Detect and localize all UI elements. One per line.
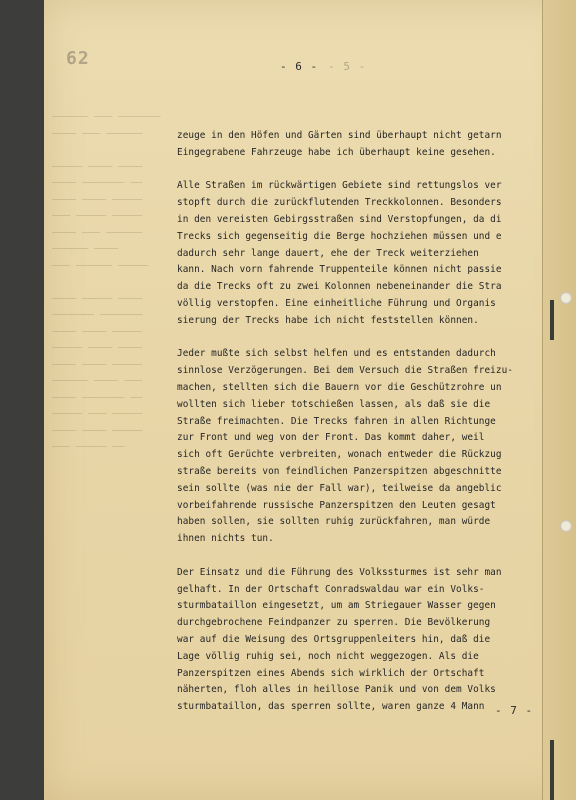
text-line: machen, stellten sich die Bauern vor die Geschützrohre un [177, 381, 502, 393]
text-line: sturmbataillon eingesetzt, um am Striegauer Wasser gegen [177, 600, 496, 612]
header-faint-number: - 5 - [328, 60, 367, 73]
punch-hole-bottom [560, 520, 572, 532]
text-line: sturmbataillon, das sperren sollte, waren ganze 4 Mann [177, 701, 485, 713]
text-line: straße bereits von feindlichen Panzerspitzen abgeschnitte [177, 465, 502, 477]
text-line: vorbeifahrende russische Panzerspitzen den Leuten gesagt [177, 499, 496, 511]
text-line: sein sollte (was nie der Fall war), teilweise da angeblic [177, 482, 502, 494]
text-line: in den vereisten Gebirgsstraßen sind Verstopfungen, da di [177, 213, 502, 225]
clip-shadow-bottom [550, 740, 554, 800]
text-line: ihnen nichts tun. [177, 533, 274, 545]
text-line: Alle Straßen im rückwärtigen Gebiete sind rettungslos ver [177, 180, 502, 192]
clip-shadow-top [550, 300, 554, 340]
text-line: näherten, floh alles in heillose Panik und von dem Volks [177, 684, 496, 696]
text-line: Der Einsatz und die Führung des Volkssturmes ist sehr man [177, 566, 502, 578]
header-page-number: - 6 - [280, 60, 319, 73]
text-line: kann. Nach vorn fahrende Truppenteile können nicht passie [177, 264, 502, 276]
text-line: völlig verstopfen. Eine einheitliche Führung und Organis [177, 297, 496, 309]
text-line: war auf die Weisung des Ortsgruppenleiters hin, daß die [177, 633, 491, 645]
text-line: wollten sich lieber totschießen lassen, als daß sie die [177, 398, 491, 410]
text-line: sierung der Trecks habe ich nicht feststellen können. [177, 314, 479, 326]
text-line: durchgebrochene Feindpanzer zu sperren. Die Bevölkerung [177, 617, 491, 629]
text-line: Lage völlig ruhig sei, noch nicht weggezogen. Als die [177, 650, 479, 662]
text-line: stopft durch die zurückflutenden Treckkolonnen. Besonders [177, 197, 502, 209]
text-line: Panzerspitzen eines Abends sich wirklich der Ortschaft [177, 667, 485, 679]
text-line: Straße freimachten. Die Trecks fahren in allen Richtunge [177, 415, 496, 427]
text-line: haben sollen, sie sollten ruhig zurückfahren, man würde [177, 516, 491, 528]
text-line: sinnlose Verzögerungen. Bei dem Versuch die Straßen freizu- [177, 365, 513, 377]
text-line: sich oft Gerüchte verbreiten, wonach entweder die Rückzug [177, 449, 502, 461]
text-line: Eingegrabene Fahrzeuge habe ich überhaupt keine gesehen. [177, 146, 496, 158]
text-line: Jeder mußte sich selbst helfen und es entstanden dadurch [177, 348, 496, 360]
punch-hole-top [560, 292, 572, 304]
text-line: dadurch sehr lange dauert, ehe der Treck weiterziehen [177, 247, 479, 259]
text-line: da die Trecks oft zu zwei Kolonnen nebeneinander die Stra [177, 281, 502, 293]
text-line: gelhaft. In der Ortschaft Conradswaldau war ein Volks- [177, 583, 485, 595]
page-footer-number: - 7 - [495, 704, 534, 717]
typed-body-text [177, 128, 549, 716]
text-line: zeuge in den Höfen und Gärten sind überhaupt nicht getarn [177, 130, 502, 141]
text-line: Trecks sich gegenseitig die Berge hochziehen müssen und e [177, 230, 502, 242]
text-line: zur Front und weg von der Front. Das kommt daher, weil [177, 432, 485, 444]
faint-page-number: 62 [66, 48, 90, 69]
bleed-through-text: ────── ─── ─────── ──── ─── ────── ───── ──── ──── ──── ─────── ── ──── ──── ───── ─── ───── ───── ──── ─── ────── ────── ──── ─── ────── ───── ──── ───── ──── ─────── ─────── ──── ──── ───── ───── ──── ──── ──── ──── ───── ────── ──── ─── ──── ─────── ── ───── ─── ───── ──── ──── ───── ─── ───── ── [52, 112, 161, 453]
page-header [280, 60, 366, 73]
